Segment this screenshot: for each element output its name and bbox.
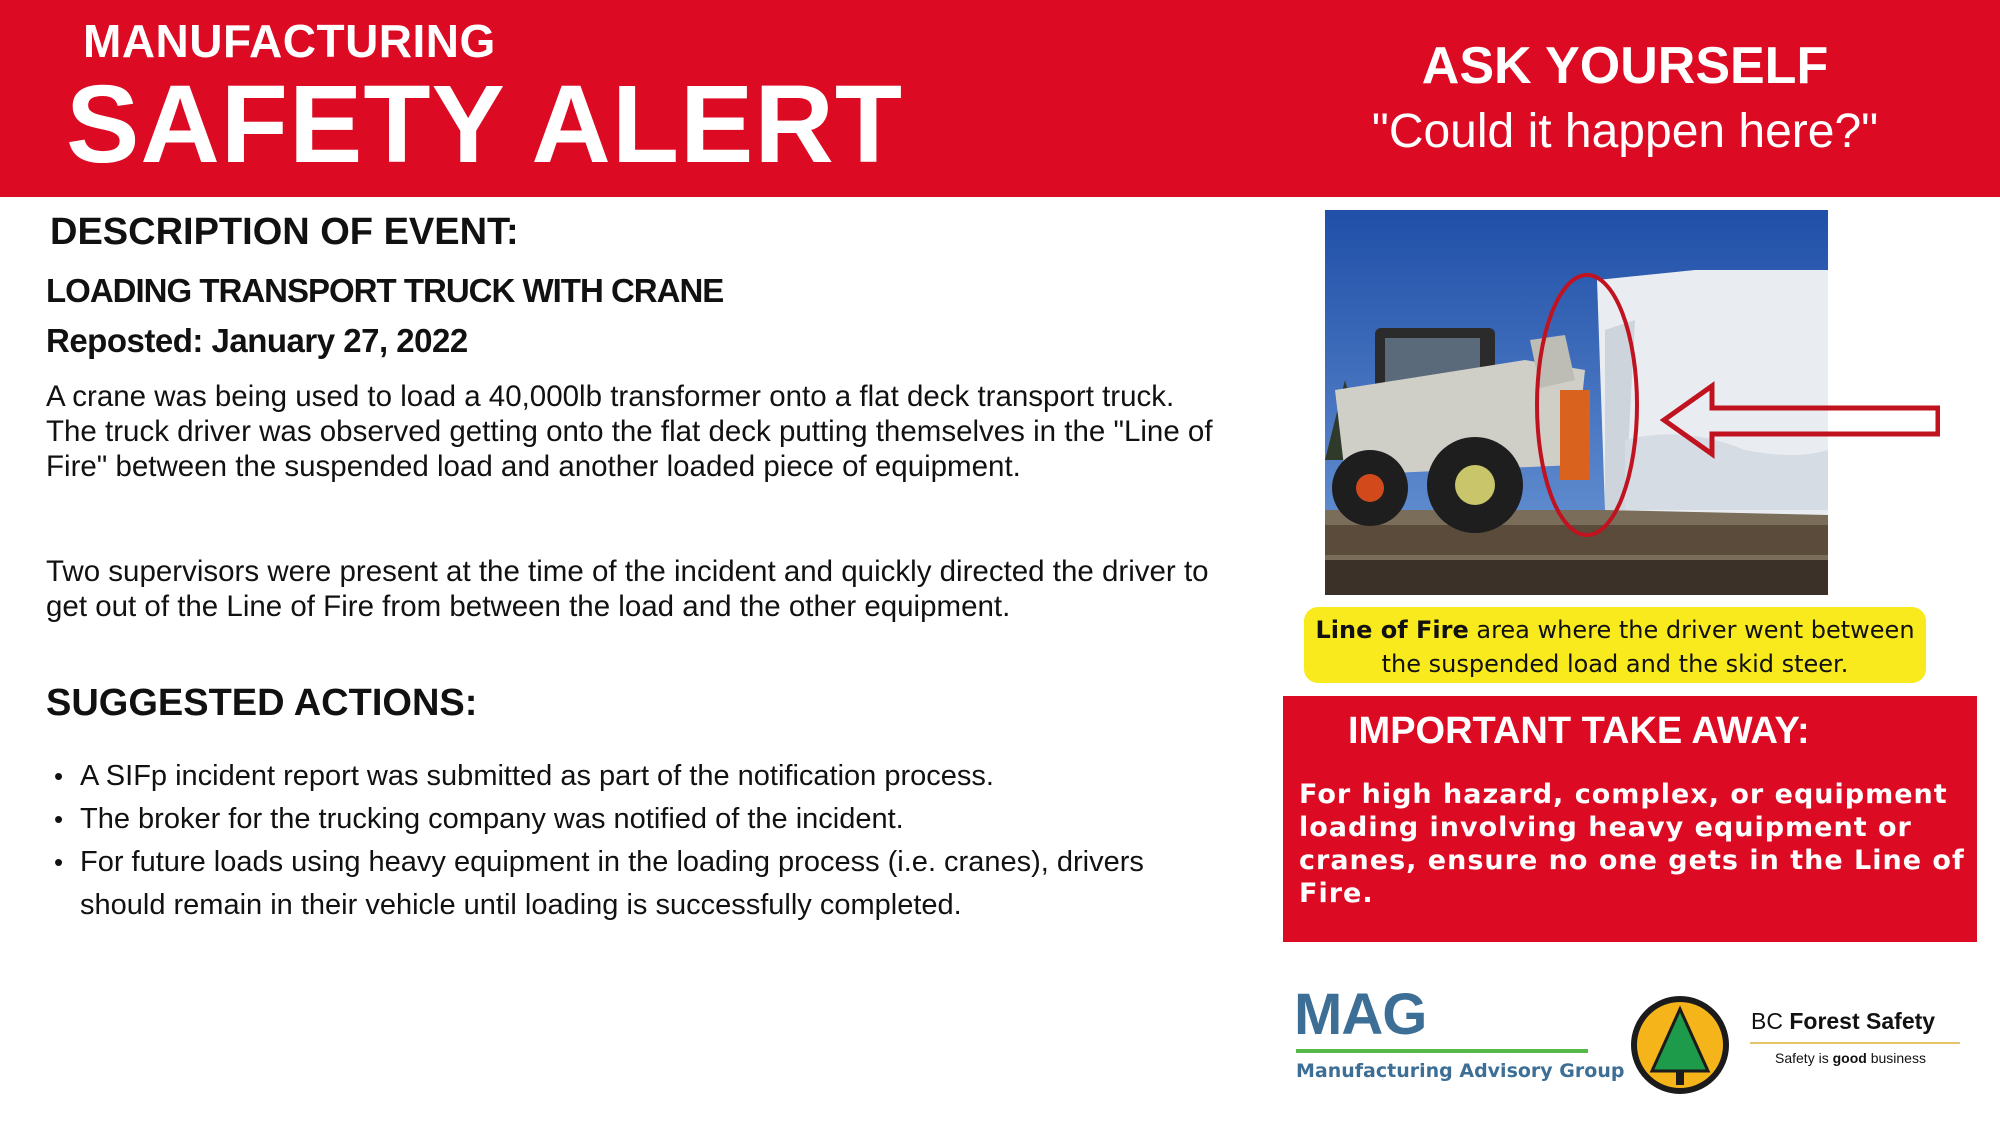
takeaway-heading: IMPORTANT TAKE AWAY: [1348,710,1810,752]
bcfs-tag-suffix: business [1866,1050,1926,1066]
header-kicker: MANUFACTURING [83,15,496,67]
photo-caption [1304,607,1926,683]
caption-line-1 [1304,613,1926,647]
bcfs-bold: Forest Safety [1789,1008,1936,1034]
actions-heading: SUGGESTED ACTIONS: [46,682,478,724]
event-title: LOADING TRANSPORT TRUCK WITH CRANE [46,272,724,309]
mag-logo [1294,982,1625,1085]
description-paragraph-1: A crane was being used to load a 40,000lb transformer onto a flat deck transport truck. The truck driver was observed getting onto the flat deck putting themselves in the "Line of Fire" between the suspended load and another loaded piece of equipment. [46,380,1213,483]
reposted-date: Reposted: January 27, 2022 [46,322,468,359]
list-item: • The broker for the trucking company was notified of the incident. [46,798,1196,841]
ask-yourself: ASK YOURSELF [1421,37,1829,95]
mag-logo-rule [1296,1049,1588,1053]
list-item: • A SIFp incident report was submitted as part of the notification process. [46,755,1196,798]
takeaway-body: For high hazard, complex, or equipment loading involving heavy equipment or cranes, ensure no one gets in the Line of Fire. [1299,779,1965,909]
callout-arrow-icon [1660,380,1940,460]
bcfs-tagline [1775,1050,1926,1066]
bcfs-tag-bold: good [1832,1050,1867,1066]
mag-logo-subtitle: Manufacturing Advisory Group [1296,1060,1625,1082]
alert-header [0,0,2000,197]
description-paragraph-2: Two supervisors were present at the time of the incident and quickly directed the driver to get out of the Line of Fire from between the load and the other equipment. [46,555,1209,623]
bcfs-logo-text [1751,1008,1935,1035]
description-heading: DESCRIPTION OF EVENT: [50,211,519,253]
bcfs-logo-rule [1750,1042,1960,1044]
ask-question: "Could it happen here?" [1371,105,1879,158]
caption-text: area where the driver went between [1468,616,1915,644]
takeaway-box [1283,696,1977,942]
caption-line-2: the suspended load and the skid steer. [1381,650,1849,678]
actions-list [46,755,1196,927]
tree-icon [1630,995,1730,1095]
bcfs-tag-prefix: Safety is [1775,1050,1833,1066]
header-title: SAFETY ALERT [66,63,904,186]
bcfs-prefix: BC [1751,1008,1790,1034]
list-item: • For future loads using heavy equipment in the loading process (i.e. cranes), drivers should remain in their vehicle until loading is successfully completed. [46,841,1196,927]
caption-bold: Line of Fire [1315,616,1469,644]
mag-logo-text: MAG [1294,982,1427,1047]
